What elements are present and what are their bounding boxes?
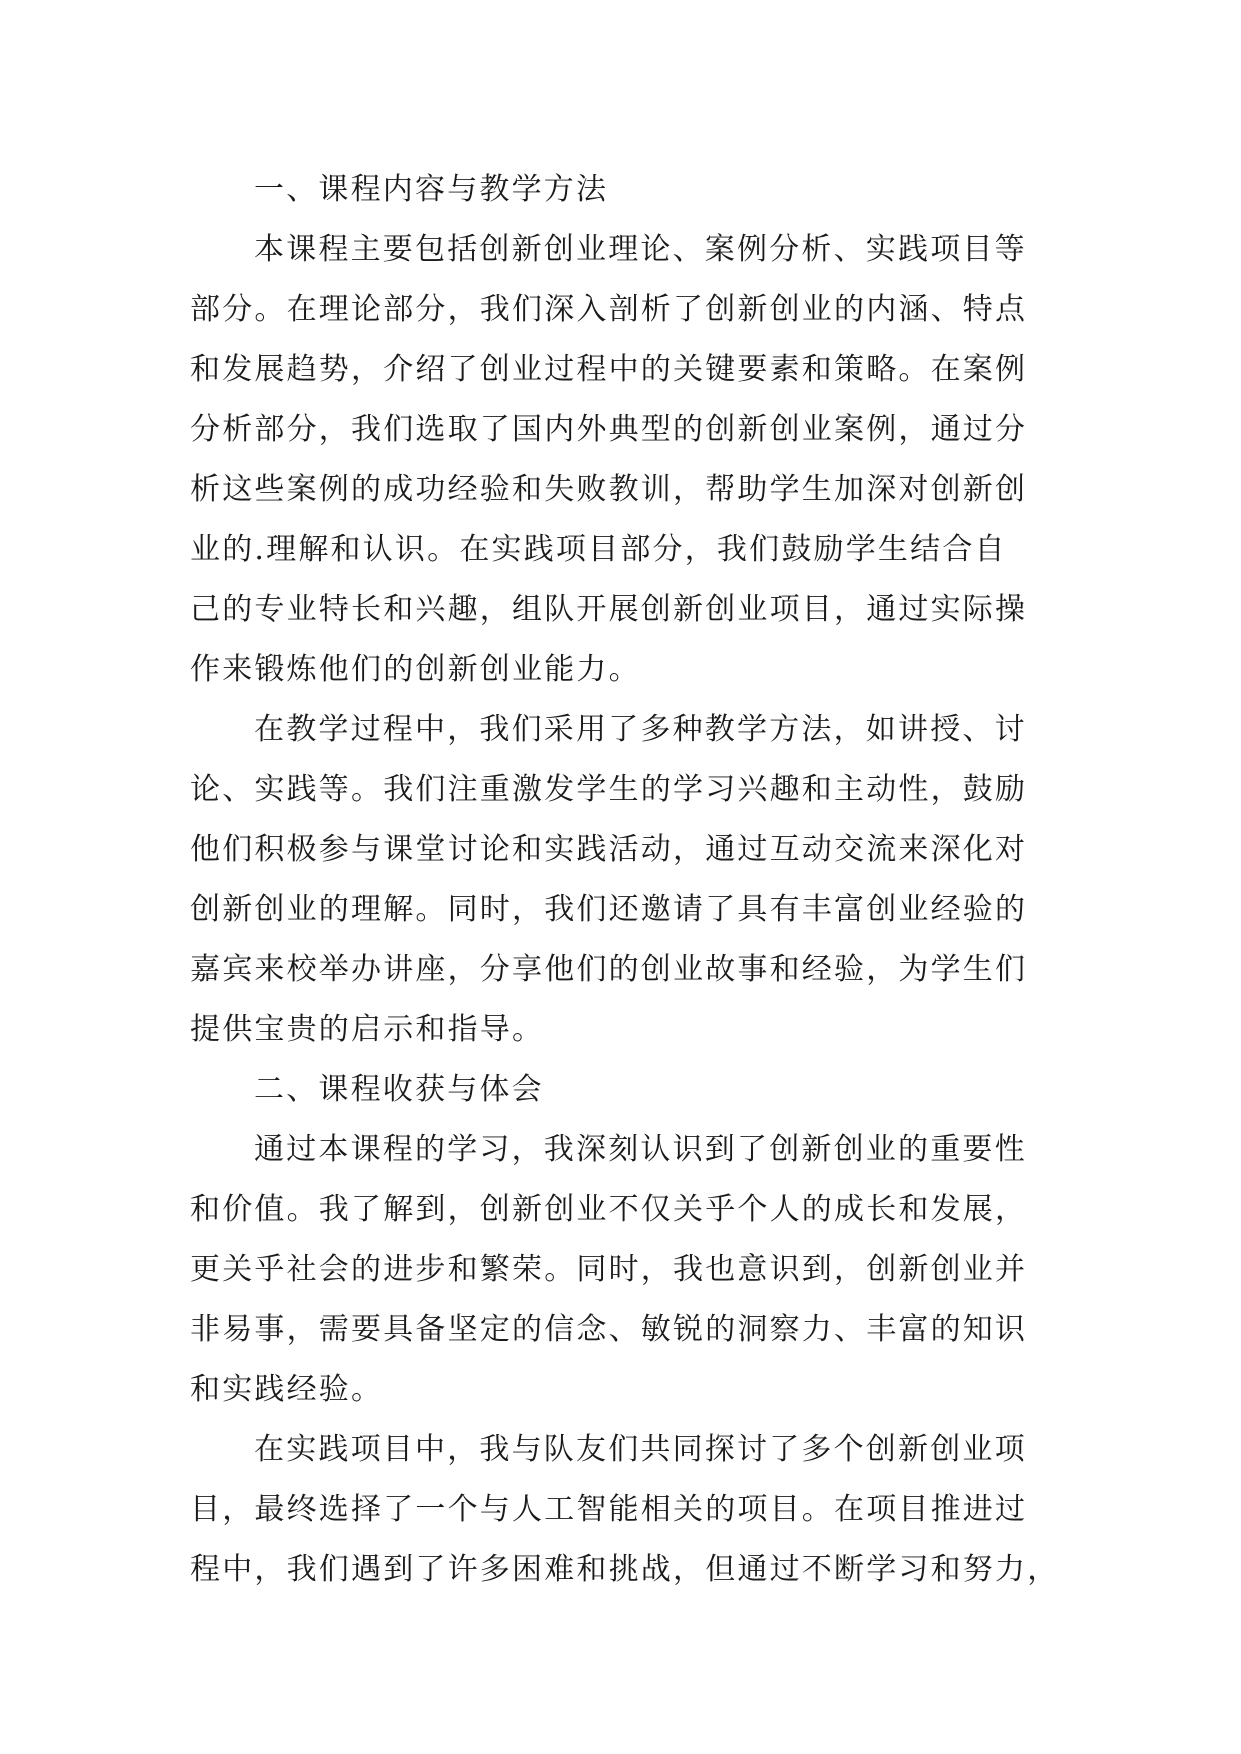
paragraph-line: 程中，我们遇到了许多困难和挑战，但通过不断学习和努力，	[190, 1552, 1060, 1587]
paragraph-line: 非易事，需要具备坚定的信念、敏锐的洞察力、丰富的知识	[190, 1312, 1028, 1347]
paragraph-line: 论、实践等。我们注重激发学生的学习兴趣和主动性，鼓励	[190, 772, 1028, 807]
paragraph-line: 在教学过程中，我们采用了多种教学方法，如讲授、讨	[254, 712, 1027, 747]
paragraph-line: 分析部分，我们选取了国内外典型的创新创业案例，通过分	[190, 412, 1028, 447]
paragraph-line: 创新创业的理解。同时，我们还邀请了具有丰富创业经验的	[190, 892, 1028, 927]
document-body	[190, 160, 1060, 1600]
paragraph-line: 提供宝贵的启示和指导。	[190, 1012, 545, 1047]
paragraph-line: 通过本课程的学习，我深刻认识到了创新创业的重要性	[254, 1132, 1027, 1167]
paragraph-line: 他们积极参与课堂讨论和实践活动，通过互动交流来深化对	[190, 832, 1028, 867]
paragraph-line: 作来锻炼他们的创新创业能力。	[190, 652, 641, 687]
paragraph-line: 析这些案例的成功经验和失败教训，帮助学生加深对创新创	[190, 472, 1028, 507]
paragraph-line: 本课程主要包括创新创业理论、案例分析、实践项目等	[254, 232, 1027, 267]
paragraph-line: 和实践经验。	[190, 1372, 384, 1407]
paragraph-line: 和发展趋势，介绍了创业过程中的关键要素和策略。在案例	[190, 352, 1028, 387]
paragraph-line: 嘉宾来校举办讲座，分享他们的创业故事和经验，为学生们	[190, 952, 1028, 987]
paragraph-line: 在实践项目中，我与队友们共同探讨了多个创新创业项	[254, 1432, 1027, 1467]
section-heading-1: 一、课程内容与教学方法	[254, 172, 609, 207]
paragraph-line: 己的专业特长和兴趣，组队开展创新创业项目，通过实际操	[190, 592, 1028, 627]
paragraph-line: 目，最终选择了一个与人工智能相关的项目。在项目推进过	[190, 1492, 1028, 1527]
section-heading-2: 二、课程收获与体会	[254, 1072, 544, 1107]
paragraph-line: 和价值。我了解到，创新创业不仅关乎个人的成长和发展，	[190, 1192, 1028, 1227]
paragraph-line: 业的.理解和认识。在实践项目部分，我们鼓励学生结合自	[190, 532, 1007, 567]
paragraph-line: 部分。在理论部分，我们深入剖析了创新创业的内涵、特点	[190, 292, 1028, 327]
paragraph-line: 更关乎社会的进步和繁荣。同时，我也意识到，创新创业并	[190, 1252, 1028, 1287]
